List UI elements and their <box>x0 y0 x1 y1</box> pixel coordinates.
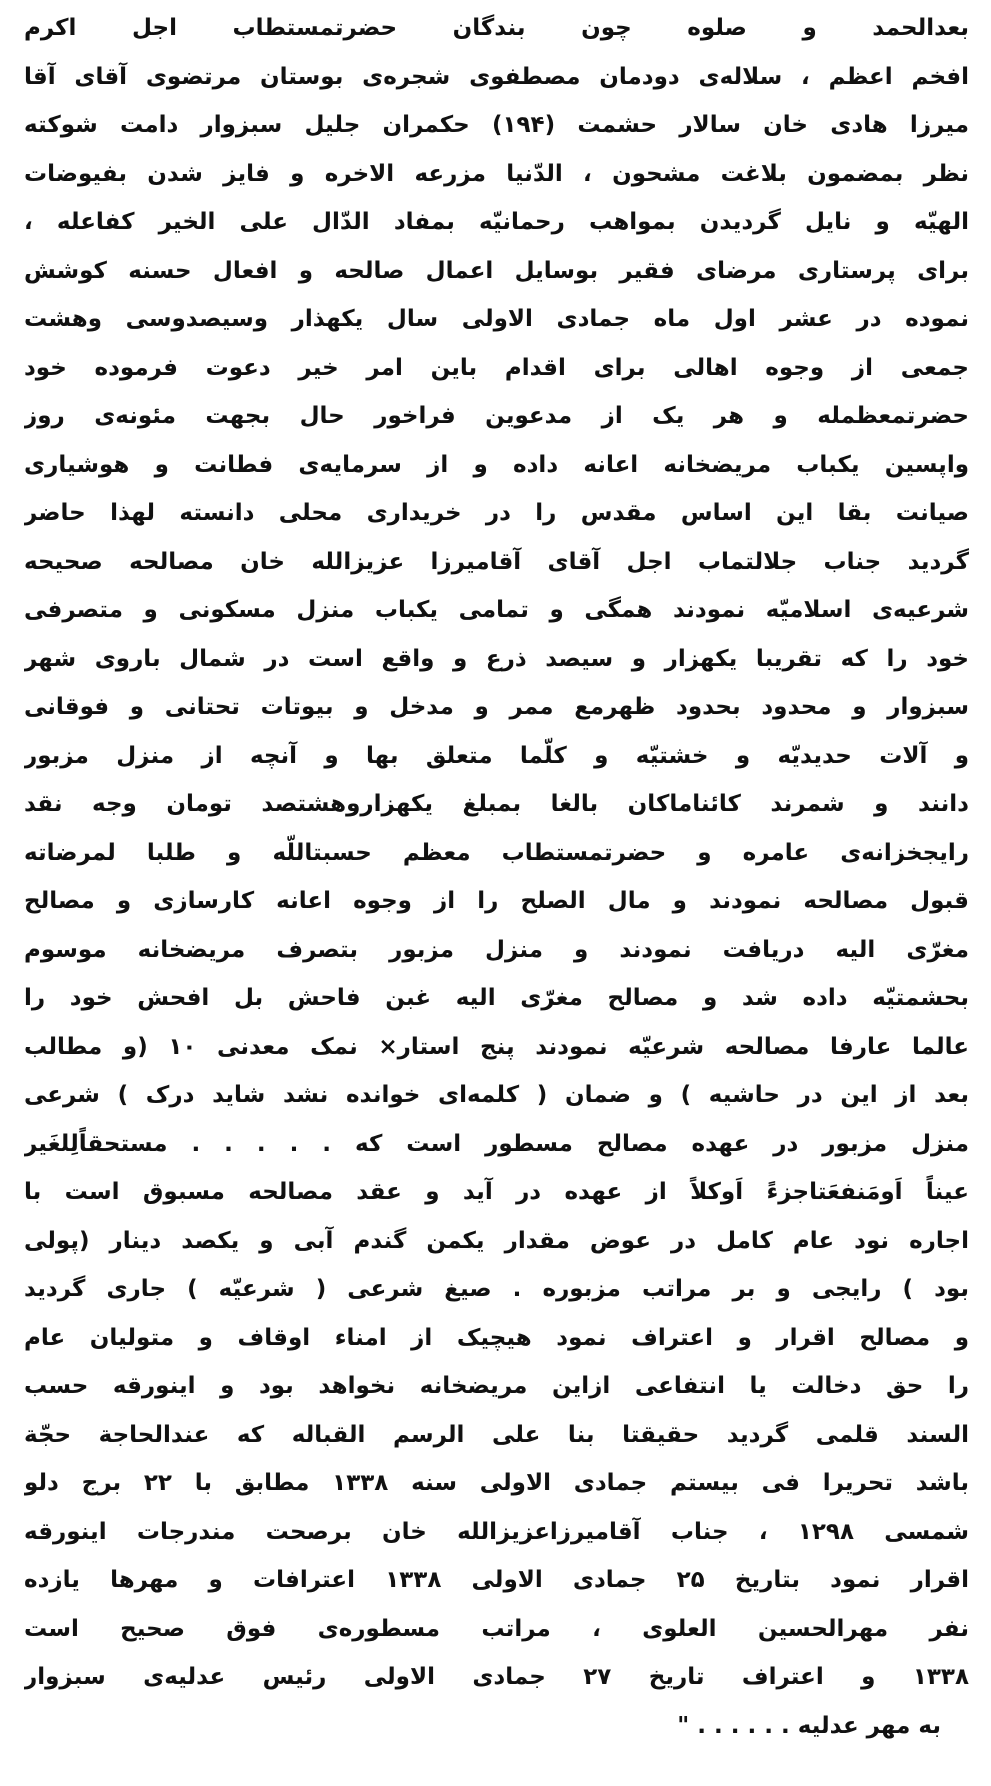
text-line: برای پرستاری مرضای فقیر بوسایل اعمال صالحه و افعال حسنه کوشش <box>24 257 969 284</box>
text-line: جمعی از وجوه اهالی برای اقدام باین امر خیر دعوت فرموده خود <box>24 354 969 381</box>
document-body <box>24 4 969 1750</box>
text-line: بعدالحمد و صلوه چون بندگان حضرتمستطاب اجل اکرم <box>24 15 969 41</box>
text-line: نفر مهرالحسین العلوی ، مراتب مسطوره‌ی فوق صحیح است <box>24 1615 969 1642</box>
text-line: عیناً اَومَنفعَتاجزءً اَوکلاً از عهده در آید و عقد مصالحه مسبوق است با <box>24 1179 969 1205</box>
text-line: رایجخزانه‌ی عامره و حضرتمستطاب معظم حسبتاللّه و طلبا لمرضاته <box>24 839 969 866</box>
text-line: الهیّه و نایل گردیدن بمواهب رحمانیّه بمفاد الدّال علی الخیر کفاعله ، <box>24 209 969 235</box>
text-line: بحشمتیّه داده شد و مصالح مغرّی الیه غبن فاحش بل افحش خود را <box>24 985 969 1011</box>
text-line: افخم اعظم ، سلاله‌ی دودمان مصطفوی شجره‌ی بوستان مرتضوی آقای آقا <box>24 63 969 90</box>
text-line: اقرار نمود بتاریخ ۲۵ جمادی الاولی ۱۳۳۸ اعترافات و مهرها یازده <box>24 1567 969 1593</box>
text-line: و آلات حدیدیّه و خشتیّه و کلّما متعلق بها و آنچه از منزل مزبور <box>24 742 969 769</box>
text-line: صیانت بقا این اساس مقدس را در خریداری محلی دانسته لهذا حاضر <box>24 500 969 526</box>
text-line: اجاره نود عام کامل در عوض مقدار یکمن گندم آبی و یکصد دینار (پولی <box>24 1227 969 1254</box>
text-line: گردید جناب جلالتماب اجل آقای آقامیرزا عزیزالله خان مصالحه صحیحه <box>24 548 969 575</box>
text-line: مغرّی الیه دریافت نمودند و منزل مزبور بتصرف مریضخانه موسوم <box>24 936 969 963</box>
text-line: و مصالح اقرار و اعتراف نمود هیچیک از امناء اوقاف و متولیان عام <box>24 1324 969 1351</box>
text-line: را حق دخالت یا انتفاعی ازاین مریضخانه نخواهد بود و اینورقه حسب <box>24 1373 969 1399</box>
text-line: نموده در عشر اول ماه جمادی الاولی سال یکهذار وسیصدوسی وهشت <box>24 306 969 332</box>
text-line: عالما عارفا مصالحه شرعیّه نمودند پنج استار× نمک معدنی ۱۰ (و مطالب <box>24 1033 969 1060</box>
text-line: باشد تحریرا فی بیستم جمادی الاولی سنه ۱۳۳۸ مطابق با ۲۲ برج دلو <box>24 1470 969 1496</box>
text-line: خود را که تقریبا یکهزار و سیصد ذرع و واقع است در شمال باروی شهر <box>24 645 969 672</box>
text-line: دانند و شمرند کائناماکان بالغا بمبلغ یکهزاروهشتصد تومان وجه نقد <box>24 791 969 817</box>
text-line: حضرتمعظمله و هر یک از مدعوین فراخور حال بجهت مئونه‌ی روز <box>24 403 969 429</box>
text-line: شمسی ۱۲۹۸ ، جناب آقامیرزاعزیزالله خان برصحت مندرجات اینورقه <box>24 1518 969 1545</box>
text-line: منزل مزبور در عهده مصالح مسطور است که . . . . . مستحقاًلِلغَیر <box>24 1130 969 1157</box>
text-line-last: به مهر عدلیه . . . . . . " <box>677 1712 941 1739</box>
text-line: بود ) رایجی و بر مراتب مزبوره . صیغ شرعی ( شرعیّه ) جاری گردید <box>24 1276 969 1302</box>
text-line: ۱۳۳۸ و اعتراف تاریخ ۲۷ جمادی الاولی رئیس عدلیه‌ی سبزوار <box>24 1664 969 1690</box>
text-line: السند قلمی گردید حقیقتا بنا علی الرسم القباله که عندالحاجة حجّة <box>24 1421 969 1448</box>
text-line: شرعیه‌ی اسلامیّه نمودند همگی و تمامی یکباب منزل مسکونی و متصرفی <box>24 597 969 623</box>
text-line: میرزا هادی خان سالار حشمت (۱۹۴) حکمران جلیل سبزوار دامت شوکته <box>24 112 969 138</box>
text-line: قبول مصالحه نمودند و مال الصلح را از وجوه اعانه کارسازی و مصالح <box>24 888 969 914</box>
text-line: سبزوار و محدود بحدود ظهرمع ممر و مدخل و بیوتات تحتانی و فوقانی <box>24 694 969 720</box>
text-line: بعد از این در حاشیه ) و ضمان ( کلمه‌ای خوانده نشد شاید درک ) شرعی <box>24 1082 969 1108</box>
text-line: نظر بمضمون بلاغت مشحون ، الدّنیا مزرعه الاخره و فایز شدن بفیوضات <box>24 160 969 187</box>
text-line: واپسین یکباب مریضخانه اعانه داده و از سرمایه‌ی فطانت و هوشیاری <box>24 451 969 478</box>
